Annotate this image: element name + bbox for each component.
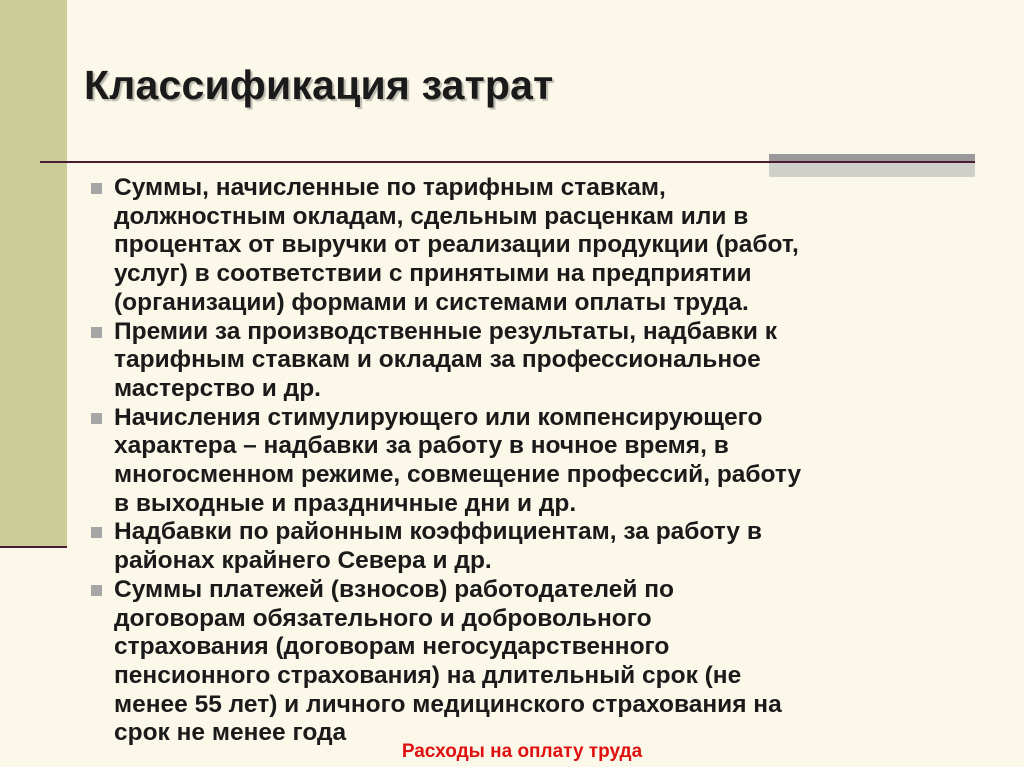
left-decorative-bar: [0, 0, 67, 548]
bullet-text: Суммы платежей (взносов) работодателей по договорам обязательного и добровольного страхования (договорам негосударственного пенсионного страхования) на длительный срок (не менее 55 лет) и личного медицинского страхования на срок не менее года: [114, 575, 782, 747]
title-rule: [40, 161, 975, 163]
bullet-item: [102, 576, 1007, 748]
square-bullet-icon: [91, 585, 102, 596]
slide-title: Классификация затрат: [84, 62, 554, 108]
square-bullet-icon: [91, 413, 102, 424]
bullet-list: [102, 174, 1007, 748]
bullet-text: Начисления стимулирующего или компенсирующего характера – надбавки за работу в ночное время, в многосменном режиме, совмещение профессий, работу в выходные и праздничные дни и др.: [114, 403, 802, 517]
square-bullet-icon: [91, 527, 102, 538]
square-bullet-icon: [91, 183, 102, 194]
bullet-item: [102, 318, 1007, 404]
left-bar-underline: [0, 546, 67, 548]
bullet-item: [102, 518, 1007, 575]
slide-content: [102, 174, 1007, 748]
bullet-text: Премии за производственные результаты, надбавки к тарифным ставкам и окладам за профессиональное мастерство и др.: [114, 317, 778, 402]
square-bullet-icon: [91, 327, 102, 338]
bullet-text: Надбавки по районным коэффициентам, за работу в районах крайнего Севера и др.: [114, 518, 762, 575]
bullet-text: Суммы, начисленные по тарифным ставкам, должностным окладам, сдельным расценкам или в процентах от выручки от реализации продукции (работ, услуг) в соответствии с принятыми на предприятии (организации) формами и системами оплаты труда.: [114, 174, 799, 316]
slide-caption: Расходы на оплату труда: [401, 741, 643, 762]
bullet-item: [102, 404, 1007, 519]
bullet-item: [102, 174, 1007, 318]
